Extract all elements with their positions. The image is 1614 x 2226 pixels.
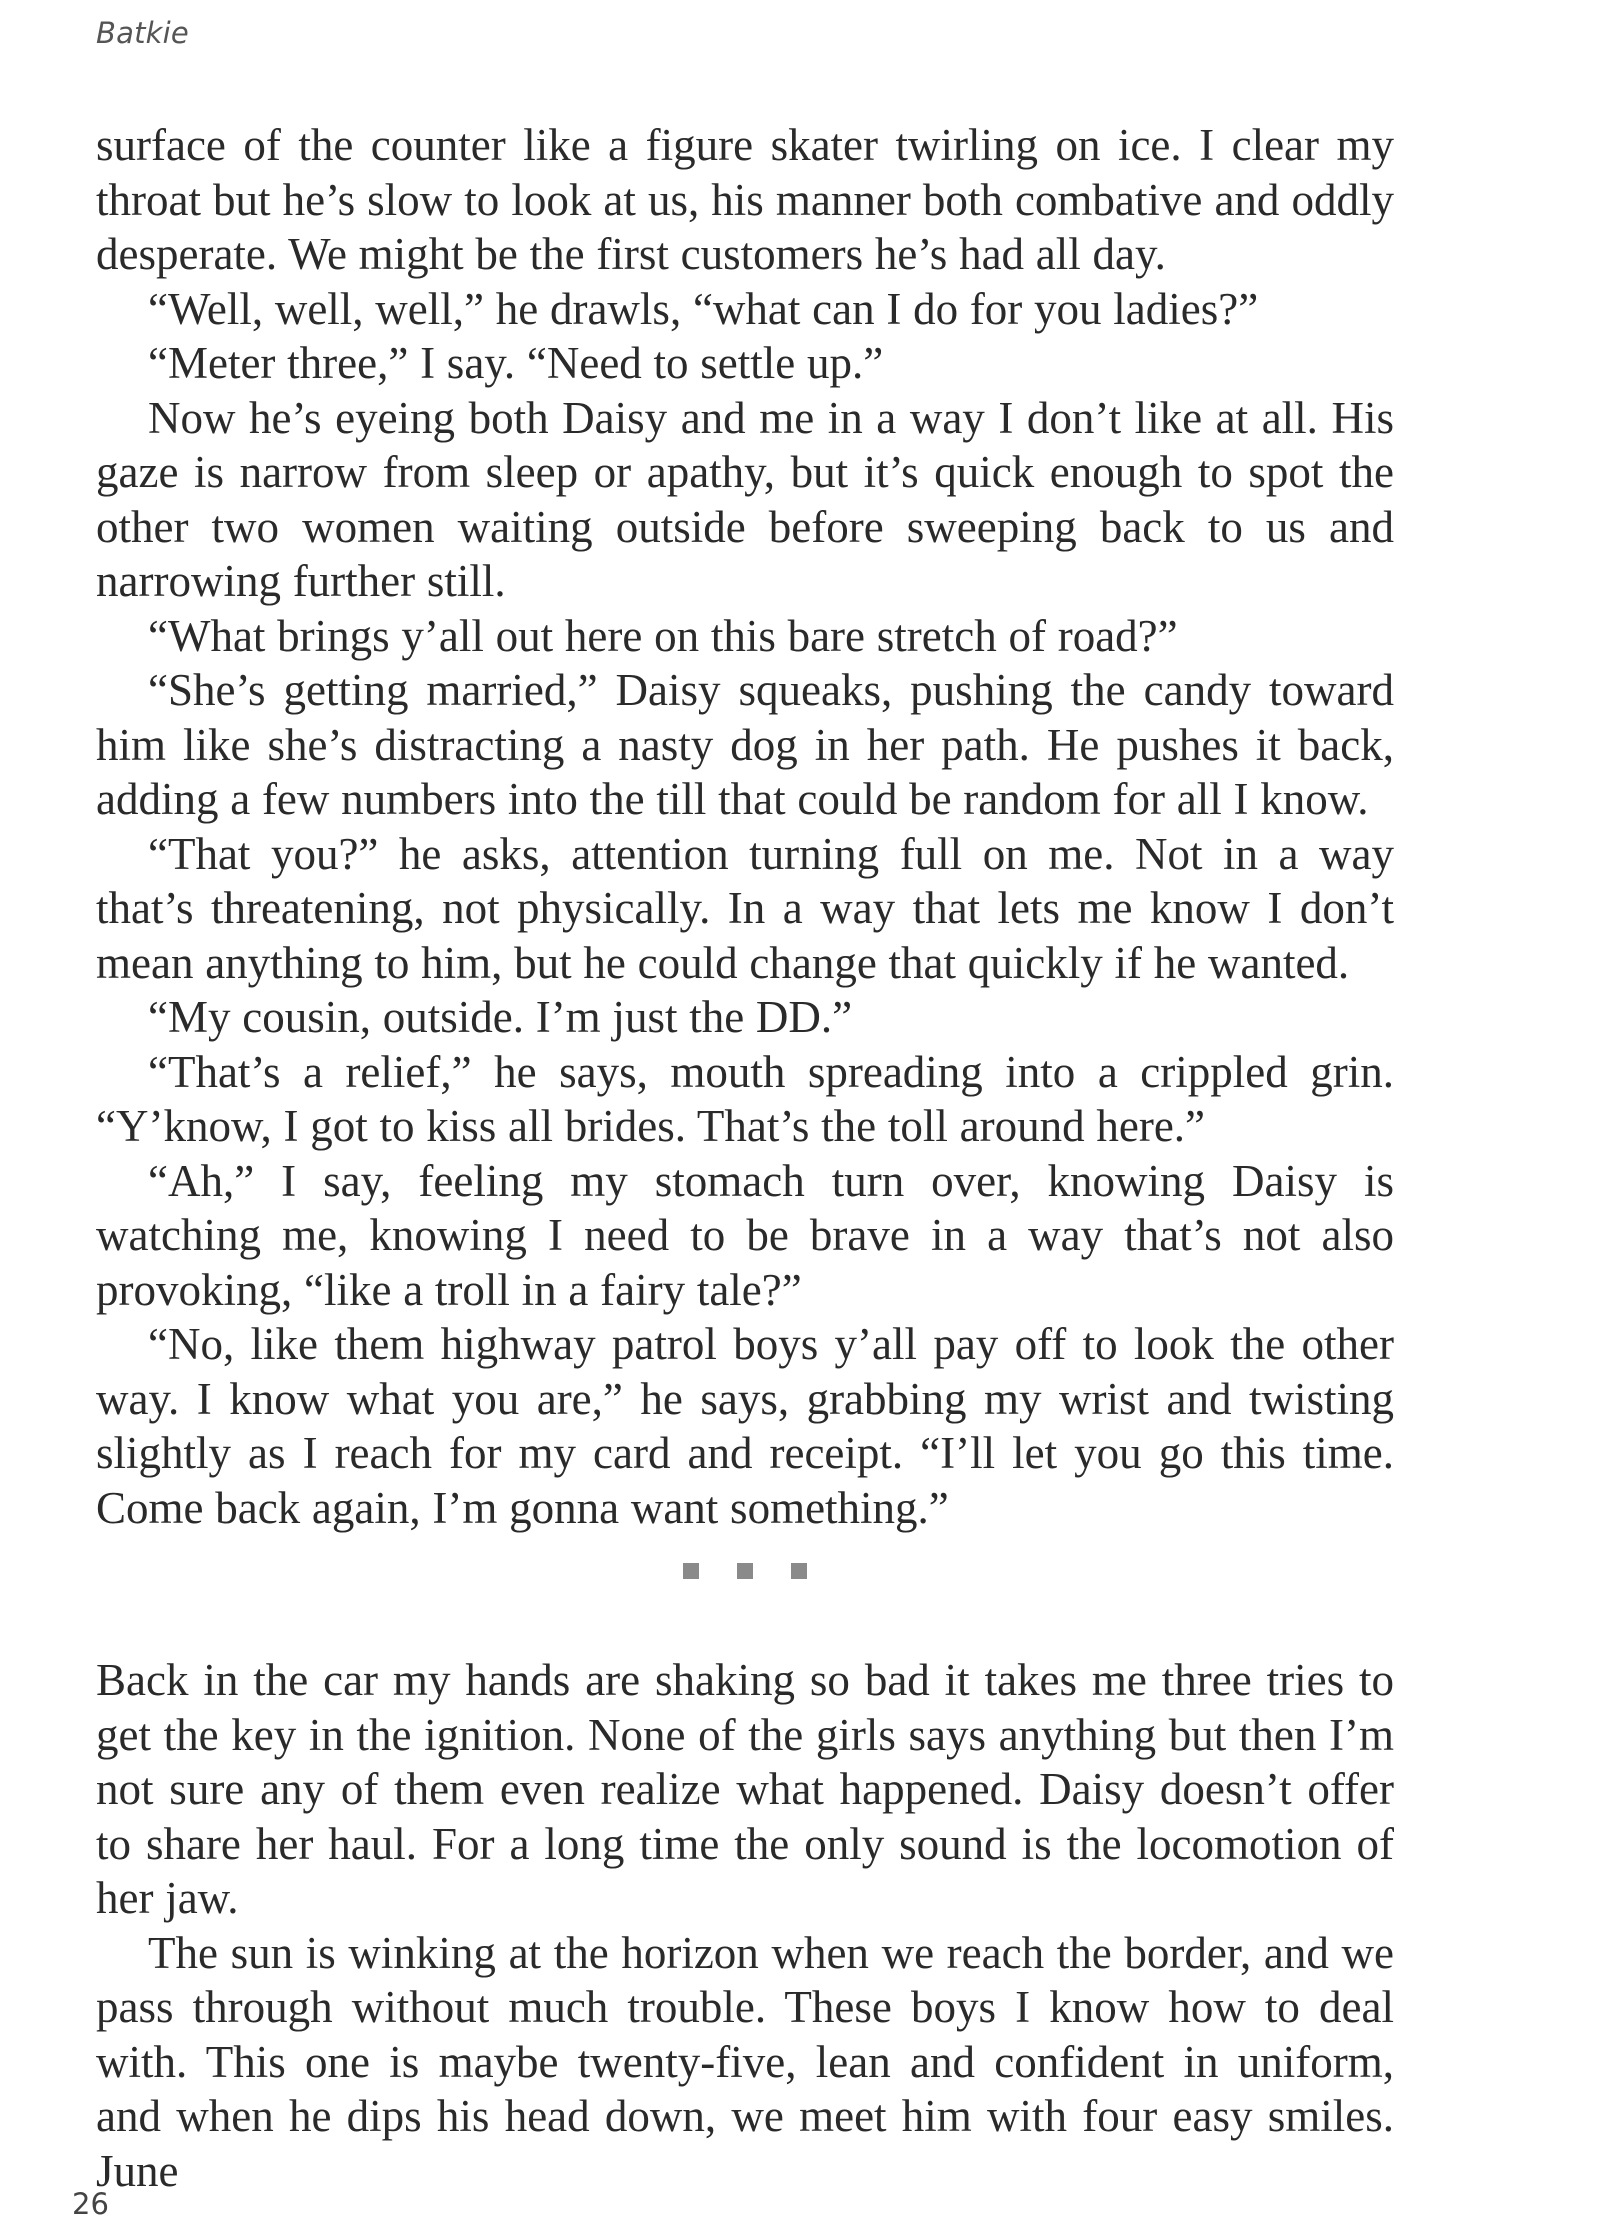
section-break (96, 1535, 1394, 1653)
paragraph: surface of the counter like a figure skater twirling on ice. I clear my throat but he’s slow to look at us, his manner both combative and oddly desperate. We might be the first customers he’s had all day. (96, 120, 1394, 279)
paragraph: “What brings y’all out here on this bare stretch of road?” (148, 610, 1178, 661)
paragraph: “Meter three,” I say. “Need to settle up.” (148, 338, 884, 388)
paragraph: Now he’s eyeing both Daisy and me in a way I don’t like at all. His gaze is narrow from sleep or apathy, but it’s quick enough to spot the other two women waiting outside before sweeping back to us and narrowing further still. (96, 392, 1394, 606)
paragraph: “That’s a relief,” he says, mouth spreading into a crippled grin. “Y’know, I got to kiss all brides. That’s the toll around here.” (96, 1046, 1394, 1151)
section-break-square-icon (791, 1563, 807, 1579)
paragraph: Back in the car my hands are shaking so bad it takes me three tries to get the key in the ignition. None of the girls says anything but then I’m not sure any of them even realize what happened. Daisy doesn’t offer to share her haul. For a long time the only sound is the locomotion of her jaw. (96, 1655, 1394, 1923)
paragraph: “She’s getting married,” Daisy squeaks, pushing the candy toward him like she’s distracting a nasty dog in her path. He pushes it back, adding a few numbers into the till that could be random for all I know. (96, 665, 1394, 824)
paragraph: The sun is winking at the horizon when we reach the border, and we pass through without much trouble. These boys I know how to deal with. This one is maybe twenty-five, lean and confident in uniform, and when he dips his head down, we meet him with four easy smiles. June (96, 1927, 1394, 2196)
page-number: 26 (72, 2187, 109, 2221)
body-text (96, 118, 1394, 2198)
paragraph: “No, like them highway patrol boys y’all pay off to look the other way. I know what you are,” he says, grabbing my wrist and twisting slightly as I reach for my card and receipt. “I’ll let you go this time. Come back again, I’m gonna want something.” (96, 1319, 1394, 1533)
paragraph: “That you?” he asks, attention turning full on me. Not in a way that’s threatening, not physically. In a way that lets me know I don’t mean anything to him, but he could change that quickly if he wanted. (96, 828, 1394, 988)
paragraph: “Ah,” I say, feeling my stomach turn over, knowing Daisy is watching me, knowing I need to be brave in a way that’s not also provoking, “like a troll in a fairy tale?” (96, 1155, 1394, 1315)
paragraph: “My cousin, outside. I’m just the DD.” (148, 992, 853, 1042)
section-break-ornament (96, 1563, 1394, 1579)
paragraph: “Well, well, well,” he drawls, “what can I do for you ladies?” (148, 283, 1259, 334)
running-head: Batkie (96, 16, 189, 50)
section-break-square-icon (737, 1563, 753, 1579)
section-break-square-icon (683, 1563, 699, 1579)
